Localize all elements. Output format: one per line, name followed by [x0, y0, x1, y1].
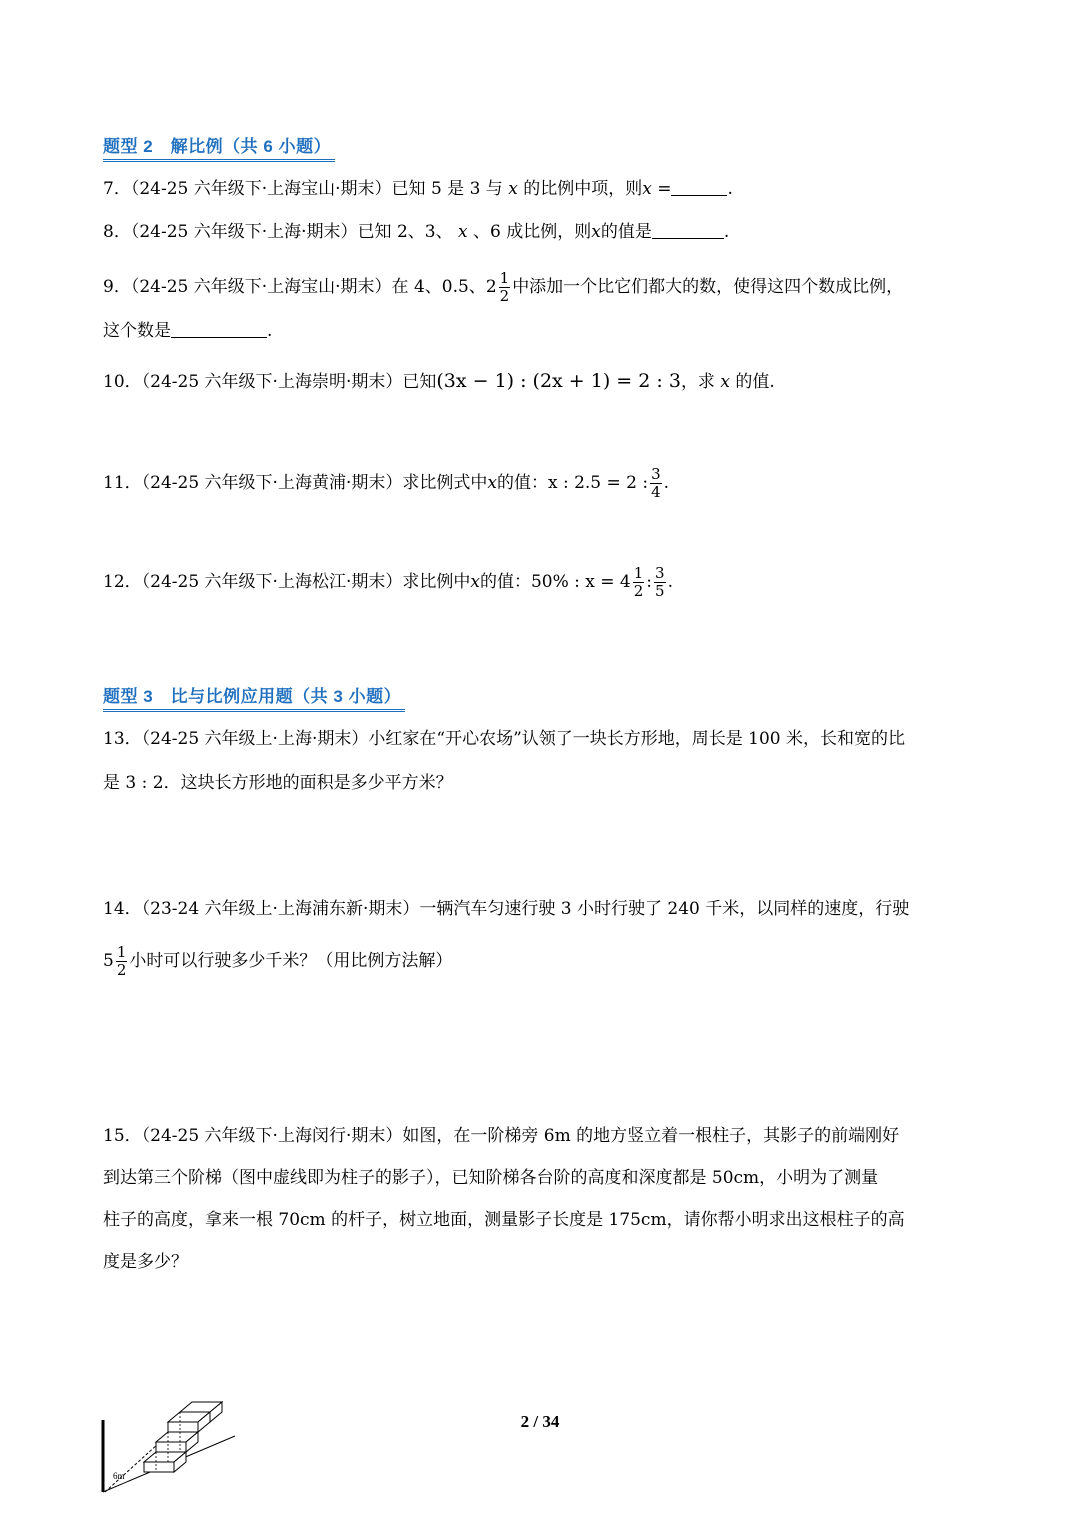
question-text: 已知 5 是 3 与: [391, 179, 503, 199]
mixed-number-whole: 2: [485, 277, 497, 297]
punctuation: .: [727, 179, 733, 199]
question-text: 小红家在“开心农场”认领了一块长方形地，周长是 100 米，长和宽的比: [368, 729, 906, 749]
variable: x: [720, 372, 730, 392]
equation: x : 2.5 = 2 :: [547, 473, 649, 493]
question-text: 是 3 : 2．这块长方形地的面积是多少平方米？: [103, 773, 453, 793]
question-13-line-2: [103, 771, 453, 795]
question-13: [103, 727, 905, 751]
numerator: 3: [651, 465, 661, 483]
fraction: [116, 944, 128, 979]
variable: x: [458, 222, 468, 242]
section-title-text: 题型 2 解比例（共 6 小题）: [103, 137, 332, 156]
question-text: 一辆汽车匀速行驶 3 小时行驶了 240 千米，以同样的速度，行驶: [419, 899, 910, 919]
fraction: [499, 270, 511, 305]
question-12: [103, 565, 673, 600]
stairs-figure: [98, 1396, 238, 1496]
question-number: 7．: [103, 179, 131, 199]
variable: x: [591, 222, 601, 242]
section-title-3: [103, 682, 401, 707]
question-number: 12．: [103, 572, 142, 592]
section-underline: [103, 159, 335, 162]
question-15: [103, 1124, 899, 1148]
denominator: 2: [116, 961, 127, 979]
question-source: （24-25 六年级下·上海·期末）: [130, 222, 358, 242]
page-number: 2 / 34: [520, 1412, 560, 1431]
question-11: [103, 466, 669, 501]
question-number: 8．: [103, 222, 131, 242]
variable: x: [508, 179, 518, 199]
denominator: 4: [651, 483, 661, 501]
punctuation: .: [723, 222, 730, 242]
fraction: [650, 466, 662, 501]
answer-blank: [671, 177, 727, 196]
question-text: ，求: [680, 372, 715, 392]
section-title-text: 题型 3 比与比例应用题（共 3 小题）: [103, 687, 402, 706]
question-9-line-2: [103, 319, 272, 343]
numerator: 1: [633, 564, 644, 582]
question-text: 的值是: [600, 222, 652, 242]
question-14: [103, 897, 909, 921]
question-source: （24-25 六年级上·上海·期末）: [141, 729, 369, 749]
question-text: 求比例式中: [402, 473, 488, 493]
question-text: 的值：: [496, 473, 548, 493]
question-source: （24-25 六年级下·上海崇明·期末）: [141, 372, 403, 392]
question-text: 柱子的高度，拿来一根 70cm 的杆子，树立地面，测量影子长度是 175cm，请你帮小明求出这根柱子的高: [103, 1210, 905, 1230]
question-source: （24-25 六年级下·上海闵行·期末）: [141, 1126, 403, 1146]
question-number: 9．: [103, 277, 131, 297]
answer-blank: [171, 319, 267, 338]
step-2-front: [156, 1442, 186, 1452]
question-text: 如图，在一阶梯旁 6m 的地方竖立着一根柱子，其影子的前端刚好: [402, 1126, 900, 1146]
section-underline: [103, 709, 405, 712]
question-text: 、6 成比例，则: [473, 222, 592, 242]
question-source: （24-25 六年级下·上海黄浦·期末）: [141, 473, 403, 493]
equation: 50% : x = 4: [530, 572, 631, 592]
answer-blank: [652, 220, 724, 239]
distance-label: 6m: [113, 1471, 125, 1481]
numerator: 1: [499, 269, 510, 287]
question-text: 的比例中项，则: [523, 179, 643, 199]
question-15-line-2: [103, 1166, 878, 1190]
question-number: 15．: [103, 1126, 142, 1146]
punctuation: .: [663, 473, 670, 493]
question-text: 求比例中: [402, 572, 471, 592]
mixed-number-whole: 5: [103, 951, 114, 971]
denominator: 5: [655, 582, 665, 600]
variable: x: [487, 473, 497, 493]
punctuation: .: [267, 321, 273, 341]
question-number: 13．: [103, 729, 142, 749]
question-number: 10．: [103, 372, 142, 392]
question-text: 度是多少？: [103, 1252, 188, 1272]
question-source: （24-25 六年级下·上海松江·期末）: [141, 572, 403, 592]
equation: (3x − 1) : (2x + 1) = 2 : 3: [436, 370, 681, 392]
stairs-diagram: [98, 1396, 238, 1496]
question-14-line-2: [103, 944, 452, 979]
numerator: 3: [655, 564, 665, 582]
question-text: 在 4、0.5、: [391, 277, 486, 297]
question-source: （24-25 六年级下·上海宝山·期末）: [130, 277, 392, 297]
question-15-line-4: [103, 1250, 188, 1274]
section-title-2: [103, 132, 331, 157]
question-7: [103, 177, 733, 201]
step-1-front: [144, 1462, 174, 1472]
question-text: 中添加一个比它们都大的数，使得这四个数成比例，: [512, 277, 904, 297]
question-text: 这个数是: [103, 321, 171, 341]
ratio-colon: :: [646, 572, 653, 592]
question-8: [103, 220, 729, 244]
question-text: 的值：: [479, 572, 531, 592]
equation: x =: [642, 179, 672, 199]
question-text: 已知 2、3、: [357, 222, 453, 242]
question-text: 到达第三个阶梯（图中虚线即为柱子的影子），已知阶梯各台阶的高度和深度都是 50cm，小明为了测量: [103, 1168, 879, 1188]
denominator: 2: [499, 287, 510, 305]
question-10: [103, 369, 775, 394]
numerator: 1: [116, 943, 127, 961]
question-source: （24-25 六年级下·上海宝山·期末）: [130, 179, 392, 199]
question-text: 已知: [402, 372, 437, 392]
question-source: （23-24 六年级上·上海浦东新·期末）: [141, 899, 420, 919]
question-number: 14．: [103, 899, 142, 919]
question-number: 11．: [103, 473, 142, 493]
question-text: 小时可以行驶多少千米？（用比例方法解）: [129, 951, 453, 971]
question-9: [103, 270, 903, 305]
question-15-line-3: [103, 1208, 905, 1232]
variable: x: [470, 572, 480, 592]
denominator: 2: [633, 582, 644, 600]
fraction: [633, 565, 645, 600]
punctuation: .: [667, 572, 673, 592]
question-text: 的值.: [735, 372, 775, 392]
fraction: [654, 565, 666, 600]
